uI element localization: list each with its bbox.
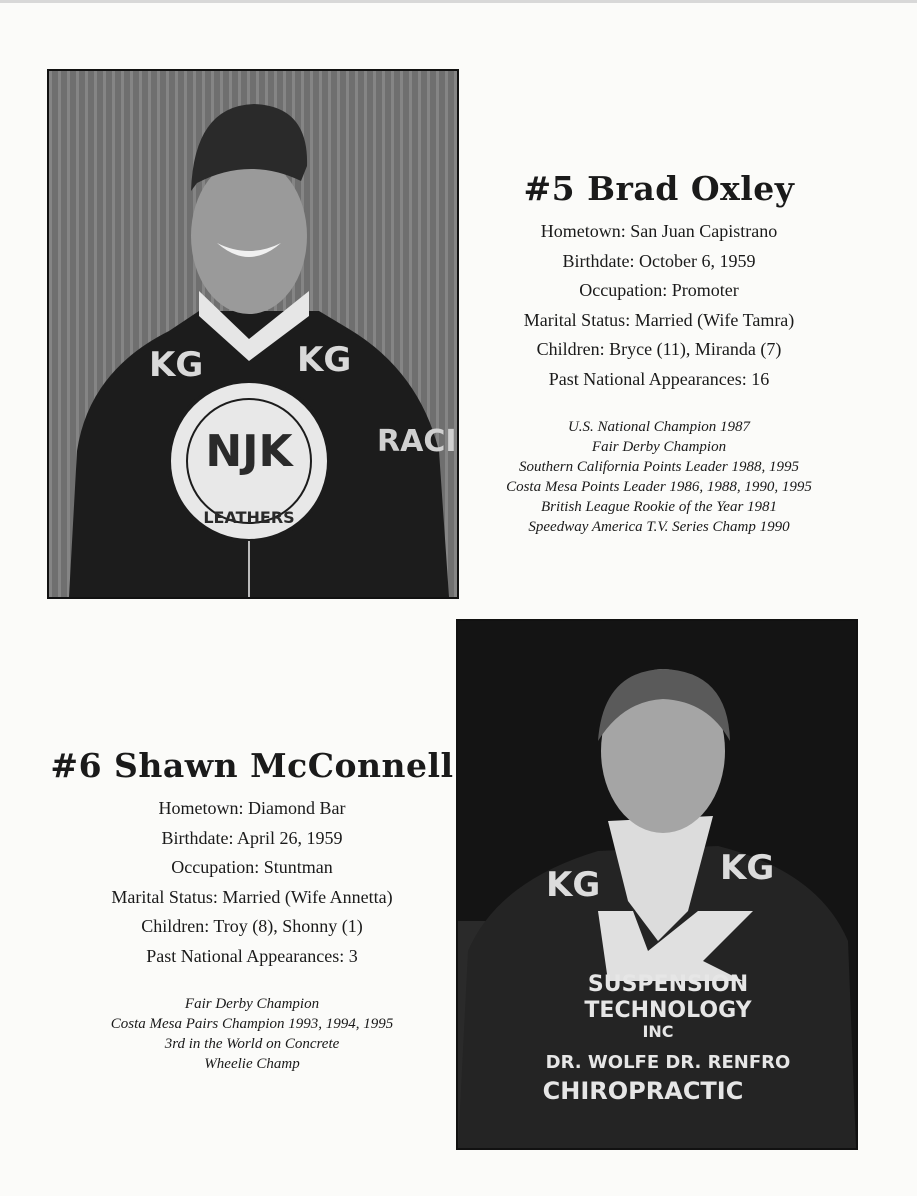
fact-national-appearances: Past National Appearances: 3 <box>146 945 358 966</box>
fact-hometown: Hometown: San Juan Capistrano <box>540 221 778 241</box>
honor-item: U.S. National Champion 1987 <box>567 418 751 435</box>
honor-item: Wheelie Champ <box>204 1055 300 1072</box>
rider-bio-oxley <box>470 165 848 537</box>
rider-name: #6 Shawn McConnell <box>50 746 454 785</box>
jersey-text-chiropractic: CHIROPRACTIC <box>542 1077 744 1105</box>
jersey-text-kg-right: KG <box>297 340 352 380</box>
rider-facts <box>46 794 458 972</box>
fact-hometown: Hometown: Diamond Bar <box>158 798 346 818</box>
fact-birthdate: Birthdate: October 6, 1959 <box>562 250 756 271</box>
jersey-text-inc: INC <box>642 1022 674 1041</box>
rider-bio-mcconnell <box>46 742 458 1074</box>
fact-children: Children: Bryce (11), Miranda (7) <box>536 339 782 360</box>
honor-item: Southern California Points Leader 1988, 1995 <box>518 458 799 475</box>
jersey-text-njk: NJK <box>205 426 293 477</box>
honor-item: British League Rookie of the Year 1981 <box>540 498 778 515</box>
rider-photo-mcconnell <box>456 619 858 1150</box>
jersey-text-racing: RACI <box>377 424 457 459</box>
rider-facts <box>470 217 848 395</box>
honor-item: Fair Derby Champion <box>591 438 727 455</box>
fact-occupation: Occupation: Promoter <box>579 280 739 301</box>
rider-photo-oxley <box>47 69 459 599</box>
honor-item: Fair Derby Champion <box>184 995 320 1012</box>
fact-occupation: Occupation: Stuntman <box>171 857 333 878</box>
jersey-text-technology: TECHNOLOGY <box>584 998 752 1023</box>
fact-marital-status: Marital Status: Married (Wife Annetta) <box>111 886 393 907</box>
rider-honors <box>470 417 848 537</box>
jersey-text-suspension: SUSPENSION <box>587 972 749 997</box>
fact-national-appearances: Past National Appearances: 16 <box>548 368 770 389</box>
page-top-edge <box>0 0 917 3</box>
rider-name: #5 Brad Oxley <box>523 169 795 208</box>
honor-item: Speedway America T.V. Series Champ 1990 <box>528 518 790 535</box>
jersey-text-kg-right: KG <box>720 848 775 888</box>
jersey-text-kg-left: KG <box>546 865 601 905</box>
fact-marital-status: Marital Status: Married (Wife Tamra) <box>523 309 795 330</box>
rider-honors <box>46 994 458 1074</box>
jersey-text-kg-left: KG <box>149 345 204 385</box>
honor-item: Costa Mesa Pairs Champion 1993, 1994, 1995 <box>110 1015 394 1032</box>
honor-item: 3rd in the World on Concrete <box>164 1035 340 1052</box>
honor-item: Costa Mesa Points Leader 1986, 1988, 1990, 1995 <box>506 478 812 495</box>
fact-birthdate: Birthdate: April 26, 1959 <box>161 827 343 848</box>
fact-children: Children: Troy (8), Shonny (1) <box>141 916 363 937</box>
jersey-text-leathers: LEATHERS <box>203 508 295 527</box>
jersey-text-doctors: DR. WOLFE DR. RENFRO <box>545 1052 791 1073</box>
